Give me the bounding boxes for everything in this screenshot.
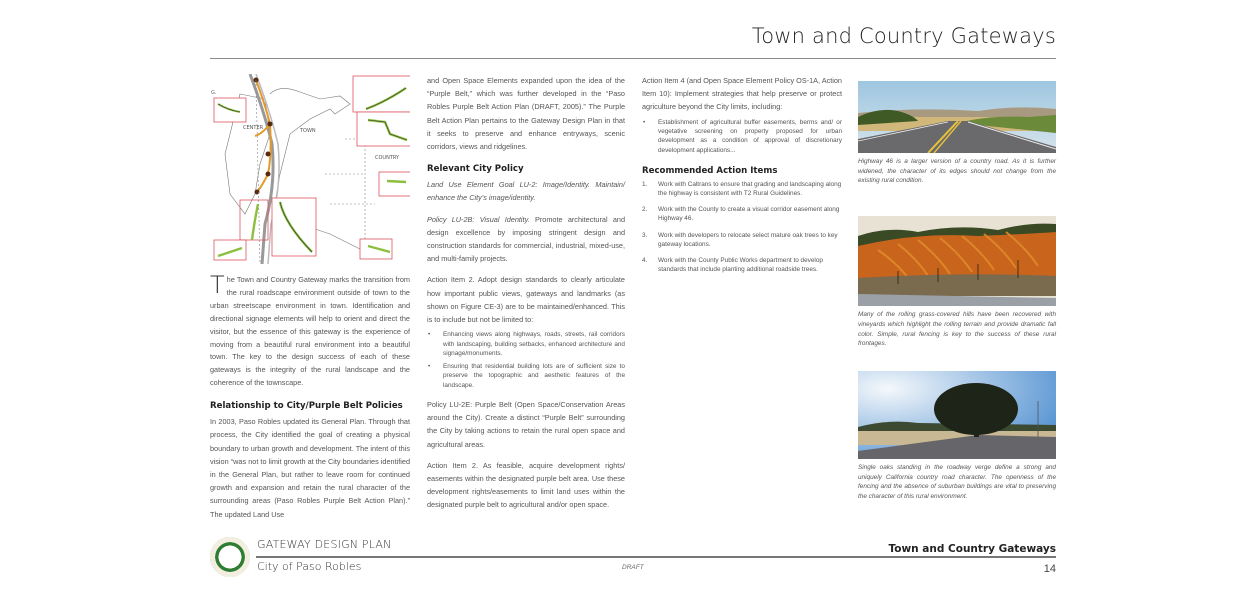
continued-paragraph: and Open Space Elements expanded upon the idea of the “Purple Belt,” which was further developed in the “Paso Robles Purple Belt Action Plan (DRAFT, 2005).” The Purple Belt Action Plan pertains to the Gateway Design Plan in that it seeks to preserve and enhance entryways, scenic corridors, views and ridgelines. (427, 76, 625, 152)
page-title: Town and Country Gateways (751, 24, 1056, 48)
action-item-2-bullets (427, 330, 625, 390)
drop-cap: T (210, 271, 225, 299)
photo-caption: Many of the rolling grass-covered hills have been recovered with vineyards which highlight the rolling terrain and provide dramatic fall color. Simple, rural fencing is key to the success of these rural frontages. (858, 311, 1056, 348)
goal-lu2-paragraph: Land Use Element Goal LU-2: Image/Identity. Maintain/ enhance the City’s image/identity. (427, 180, 625, 203)
column-4 (858, 81, 1056, 502)
bullet-item: • Ensuring that residential building lots are of sufficient size to preserve the topographic and aesthetic features of the landscape. (427, 362, 625, 390)
photo-caption: Highway 46 is a larger version of a country road. As it is further widened, the character of its edges should not change from the existing rural condition. (858, 158, 1056, 185)
list-item: 4. Work with the County Public Works department to develop standards that include planting additional roadside trees. (642, 257, 823, 274)
footer-section-title: Town and Country Gateways (888, 543, 1056, 555)
gateway-location-map (210, 74, 410, 264)
purple-belt-paragraph: In 2003, Paso Robles updated its General Plan. Through that process, the City identified the goal of creating a physical boundary to urban growth and development. The intent of this vision “was not to limit growth at the City boundaries identified in the General Plan, but rather to leave room for continued growth and expansion and retain the rural character of the surrounding areas (Paso Robles Purple Belt Action Plan).” The updated Land Use (210, 417, 410, 519)
column-2 (427, 74, 625, 512)
action-item-4-bullets (642, 118, 842, 155)
svg-text:TOWN: TOWN (300, 128, 316, 134)
action-item-2-feasible-paragraph: Action Item 2. As feasible, acquire development rights/ easements within the designated purple belt area. Use these development rights/easements to limit land uses within the designated purple belt to agricultural and/or open space. (427, 460, 625, 510)
page-number: 14 (1043, 563, 1056, 575)
section-heading-city-policy: Relevant City Policy (427, 164, 524, 175)
photo-caption: Single oaks standing in the roadway verge define a strong and uniquely California country road character. The openness of the fencing and the absence of suburban buildings are vital to preserving the character of this rural environment. (858, 463, 1056, 501)
policy-lu2b-paragraph: Policy LU-2B: Visual Identity. Promote architectural and design excellence by imposing stringent design and construction standards for commercial, industrial, mixed-use, and multi-family projects. (427, 214, 625, 264)
footer-draft-label: DRAFT (622, 564, 644, 571)
intro-paragraph: The Town and Country Gateway marks the transition from the rural roadscape environment outside of town to the urban streetscape environment in town. Identification and directional signage elements will help to orient and direct the visitor, but the essence of this gateway is the experience of moving from a beautiful rural environment into a beautiful town. The key to the design success of each of these gateways is the integrity of the rural landscape and the coherence of the townscape. (210, 271, 410, 388)
list-item: 3. Work with developers to relocate select mature oak trees to key gateway locations. (642, 231, 838, 248)
svg-text:CENTER: CENTER (243, 125, 264, 131)
svg-text:G.: G. (211, 90, 217, 96)
list-item: 1. Work with Caltrans to ensure that grading and landscaping along the highway is consistent with T2 Rural Guidelines. (642, 180, 842, 197)
bullet-item: • Enhancing views along highways, roads, streets, rail corridors with landscaping, building setbacks, enhanced architecture and signage/monuments. (427, 330, 625, 358)
footer-plan-title: GATEWAY DESIGN PLAN (257, 538, 392, 551)
city-seal-icon (210, 537, 250, 577)
policy-lu2e-paragraph: Policy LU-2E: Purple Belt (Open Space/Conservation Areas around the City). Create a distinct “Purple Belt” surrounding the City by taking actions to retain the rural open space and agricultural areas. (427, 400, 625, 449)
section-heading-purple-belt: Relationship to City/Purple Belt Policies (210, 401, 403, 412)
column-1 (210, 74, 410, 521)
footer-city-name: City of Paso Robles (257, 560, 362, 573)
highway-46-photo (858, 81, 1056, 153)
vineyard-hills-photo (858, 216, 1056, 306)
footer-divider (256, 556, 1056, 558)
list-item: 2. Work with the County to create a visual corridor easement along Highway 46. (642, 206, 840, 223)
recommended-actions-list (642, 180, 842, 275)
bullet-item: • Establishment of agricultural buffer easements, berms and/ or vegetative screening on property proposed for urban development as a condition of approval of discretionary development applications... (642, 118, 842, 155)
svg-text:COUNTRY: COUNTRY (375, 155, 400, 161)
action-item-2-paragraph: Action Item 2. Adopt design standards to clearly articulate how important public views, gateways and landmarks (as shown on Figure CE-3) are to be maintained/enhanced. This is to include but not be limited to: (427, 275, 625, 325)
column-3 (642, 74, 842, 281)
action-item-4-paragraph: Action Item 4 (and Open Space Element Policy OS-1A, Action Item 10): Implement strategies that help preserve or protect agriculture beyond the City limits, including: (642, 76, 842, 112)
map-diagram-icon (210, 74, 410, 264)
title-divider (210, 58, 1056, 59)
oak-tree-road-photo (858, 371, 1056, 459)
section-heading-recommended-actions: Recommended Action Items (642, 165, 778, 176)
